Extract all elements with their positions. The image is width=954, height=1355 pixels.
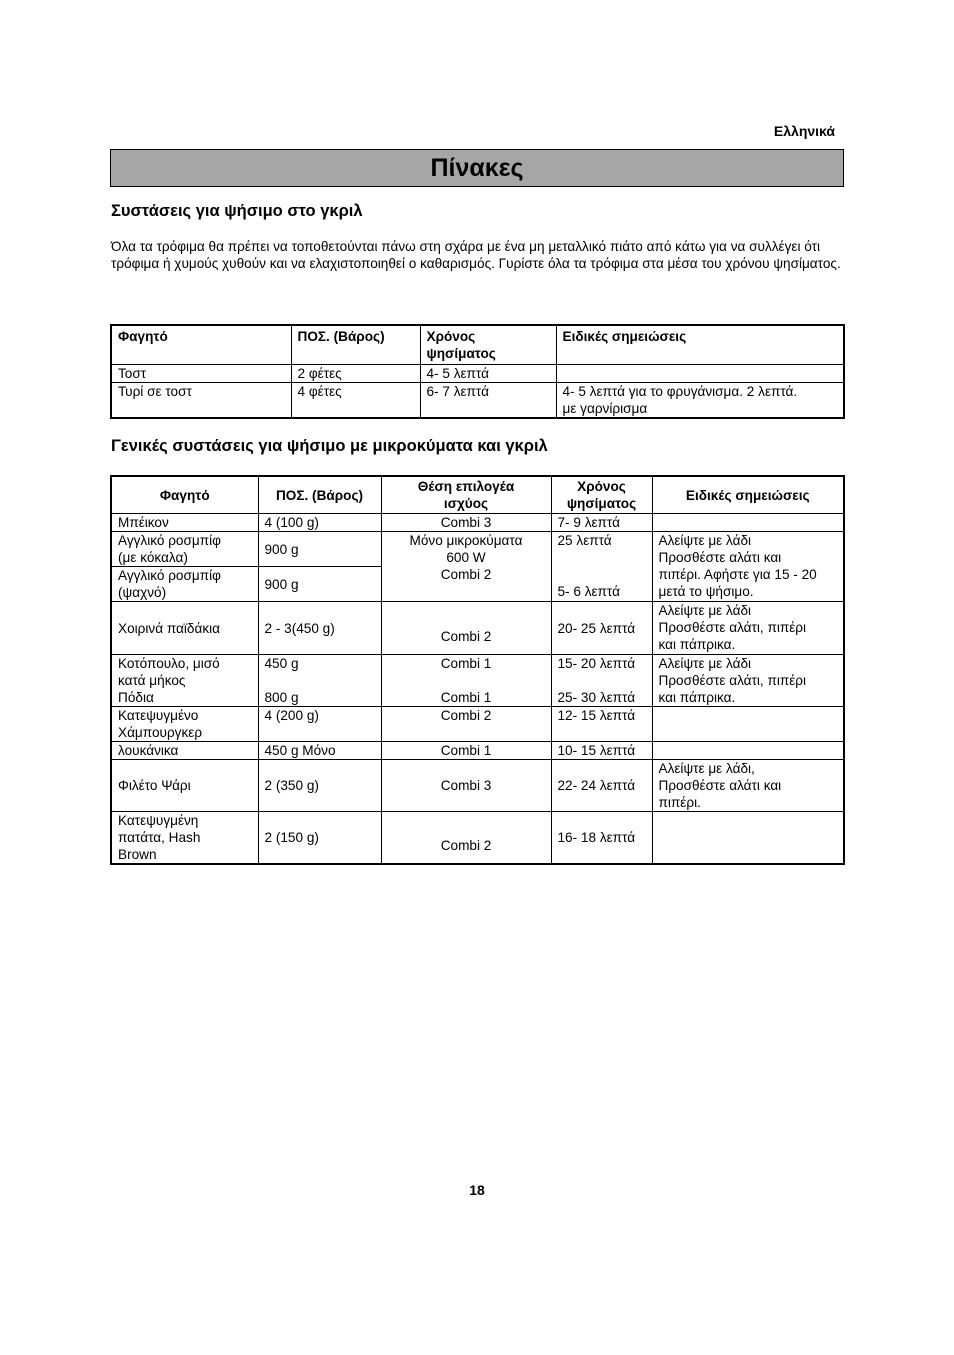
grill-paragraph: Όλα τα τρόφιμα θα πρέπει να τοποθετούνται πάνω στη σχάρα με ένα μη μεταλλικό πιάτο από κάτω για να συλλέγει ότι τρόφιμα ή χυμούς χυθούν και να ελαχιστοποιηθεί ο καθαρισμός. Γυρίστε όλα τα τρόφιμα στα μέσα του χρόνου ψησίματος. — [111, 239, 841, 271]
table-cell: 10- 15 λεπτά — [551, 742, 652, 760]
table-cell: Combi 2 — [381, 707, 551, 742]
language-label: Ελληνικά — [773, 123, 835, 139]
header-cell: Θέση επιλογέα ισχύος — [381, 476, 551, 514]
table-cell: 900 g — [258, 567, 381, 602]
table-cell: Combi 3 — [381, 760, 551, 812]
page-number: 18 — [469, 1182, 485, 1198]
table-cell: 450 g Μόνο — [258, 742, 381, 760]
table-cell: λουκάνικα — [111, 742, 258, 760]
table-cell: Μπέικον — [111, 514, 258, 532]
grill-table — [110, 324, 845, 419]
table-cell: Combi 1 — [381, 742, 551, 760]
table-cell: 4 (100 g) — [258, 514, 381, 532]
grill-heading: Συστάσεις για ψήσιμο στο γκριλ — [111, 202, 363, 220]
table-cell — [556, 365, 844, 383]
header-cell: ΠΟΣ. (Βάρος) — [258, 476, 381, 514]
page-title: Πίνακες — [430, 153, 524, 182]
table-cell: Αλείψτε με λάδι Προσθέστε αλάτι και πιπέρι. Αφήστε για 15 - 20 μετά το ψήσιμο. — [652, 532, 844, 602]
table-cell — [652, 742, 844, 760]
table-cell: 450 g 800 g — [258, 655, 381, 707]
table-row — [111, 514, 844, 532]
table-cell: 15- 20 λεπτά 25- 30 λεπτά — [551, 655, 652, 707]
header-cell: Ειδικές σημειώσεις — [556, 325, 844, 365]
header-cell: Φαγητό — [111, 325, 291, 365]
table-cell — [652, 707, 844, 742]
table-cell: Combi 1 Combi 1 — [381, 655, 551, 707]
table-row — [111, 532, 844, 567]
table-cell: Combi 2 — [381, 812, 551, 865]
table-cell: Αγγλικό ροσμπίφ (ψαχνό) — [111, 567, 258, 602]
table-cell: 4- 5 λεπτά για το φρυγάνισμα. 2 λεπτά. με γαρνίρισμα — [556, 383, 844, 419]
table-cell: Combi 2 — [381, 602, 551, 655]
combo-table — [110, 475, 845, 865]
table-cell: Αλείψτε με λάδι, Προσθέστε αλάτι και πιπέρι. — [652, 760, 844, 812]
table-cell: 25 λεπτά 5- 6 λεπτά — [551, 532, 652, 602]
table-cell: 2 - 3(450 g) — [258, 602, 381, 655]
table-cell: 2 φέτες — [291, 365, 420, 383]
header-cell: Χρόνος ψησίματος — [551, 476, 652, 514]
table-cell: Κατεψυγμένη πατάτα, Hash Brown — [111, 812, 258, 865]
table-cell: Φιλέτο Ψάρι — [111, 760, 258, 812]
table-row — [111, 760, 844, 812]
table-cell: Τυρί σε τοστ — [111, 383, 291, 419]
table-cell: Αλείψτε με λάδι Προσθέστε αλάτι, πιπέρι και πάπρικα. — [652, 655, 844, 707]
table-header-row — [111, 325, 844, 365]
table-row — [111, 365, 844, 383]
table-cell: 22- 24 λεπτά — [551, 760, 652, 812]
table-cell: 4 φέτες — [291, 383, 420, 419]
table-cell — [652, 514, 844, 532]
table-cell: Κατεψυγμένο Χάμπουργκερ — [111, 707, 258, 742]
table-cell: 2 (350 g) — [258, 760, 381, 812]
table-cell: 12- 15 λεπτά — [551, 707, 652, 742]
table-row — [111, 707, 844, 742]
table-cell: Κοτόπουλο, μισό κατά μήκος Πόδια — [111, 655, 258, 707]
table-cell: 7- 9 λεπτά — [551, 514, 652, 532]
table-cell: Μόνο μικροκύματα 600 W Combi 2 — [381, 532, 551, 602]
table-cell: Τοστ — [111, 365, 291, 383]
header-cell: ΠΟΣ. (Βάρος) — [291, 325, 420, 365]
table-cell: 16- 18 λεπτά — [551, 812, 652, 865]
table-cell: Αλείψτε με λάδι Προσθέστε αλάτι, πιπέρι και πάπρικα. — [652, 602, 844, 655]
table-cell: 20- 25 λεπτά — [551, 602, 652, 655]
table-cell — [652, 812, 844, 865]
table-cell: 900 g — [258, 532, 381, 567]
combo-heading: Γενικές συστάσεις για ψήσιμο με μικροκύματα και γκριλ — [111, 437, 548, 455]
section-banner — [110, 149, 844, 187]
table-row — [111, 655, 844, 707]
table-header-row — [111, 476, 844, 514]
table-row — [111, 602, 844, 655]
table-cell: Combi 3 — [381, 514, 551, 532]
table-cell: 4 (200 g) — [258, 707, 381, 742]
header-cell: Ειδικές σημειώσεις — [652, 476, 844, 514]
header-cell: Χρόνος ψησίματος — [420, 325, 556, 365]
header-cell: Φαγητό — [111, 476, 258, 514]
table-cell: 2 (150 g) — [258, 812, 381, 865]
table-row — [111, 742, 844, 760]
table-cell: Χοιρινά παϊδάκια — [111, 602, 258, 655]
table-cell: 4- 5 λεπτά — [420, 365, 556, 383]
table-cell: 6- 7 λεπτά — [420, 383, 556, 419]
table-row — [111, 812, 844, 865]
table-row — [111, 383, 844, 419]
table-cell: Αγγλικό ροσμπίφ (με κόκαλα) — [111, 532, 258, 567]
